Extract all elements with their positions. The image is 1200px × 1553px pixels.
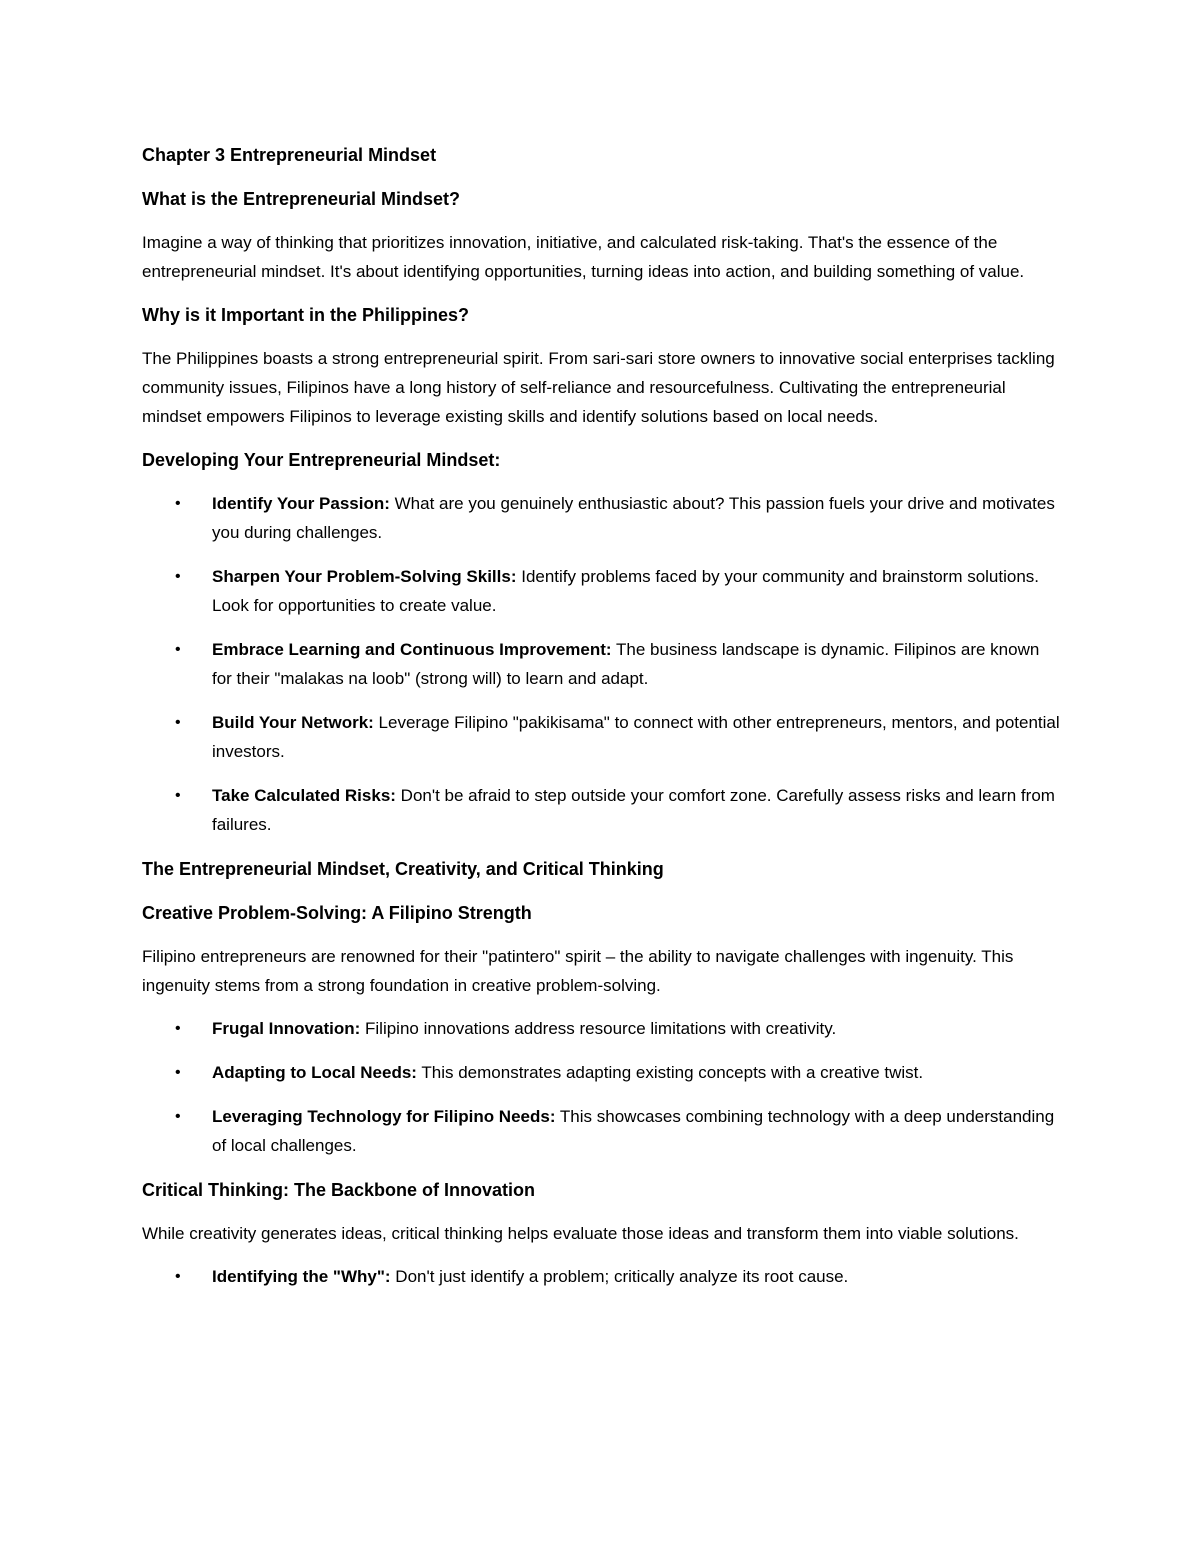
heading-creativity: The Entrepreneurial Mindset, Creativity, and Critical Thinking (142, 859, 664, 879)
list-item-text: Leverage Filipino "pakikisama" to connect with other entrepreneurs, mentors, and potential investors. (212, 713, 1060, 761)
list-item (142, 1014, 1062, 1043)
list-critical (142, 1262, 1062, 1291)
list-item (142, 489, 1062, 547)
list-item-term: Take Calculated Risks: (212, 786, 396, 805)
list-item-term: Adapting to Local Needs: (212, 1063, 417, 1082)
bullet-icon: • (175, 568, 181, 585)
list-item (142, 1102, 1062, 1160)
list-item-text: The business landscape is dynamic. Filipinos are known for their "malakas na loob" (strong will) to learn and adapt. (212, 640, 1040, 688)
bullet-icon: • (175, 787, 181, 804)
heading-developing: Developing Your Entrepreneurial Mindset: (142, 450, 501, 470)
list-item-text: This showcases combining technology with a deep understanding of local challenges. (212, 1107, 1055, 1155)
chapter-title: Chapter 3 Entrepreneurial Mindset (142, 145, 437, 165)
bullet-icon: • (175, 1020, 181, 1037)
list-item-text: This demonstrates adapting existing concepts with a creative twist. (416, 1063, 924, 1082)
list-item (142, 781, 1062, 839)
list-item-text: Filipino innovations address resource limitations with creativity. (360, 1019, 837, 1038)
list-item-term: Build Your Network: (212, 713, 374, 732)
bullet-icon: • (175, 641, 181, 658)
paragraph-why: The Philippines boasts a strong entrepreneurial spirit. From sari-sari store owners to innovative social enterprises tackling community issues, Filipinos have a long history of self-reliance and resourcefulness. Cultivating the entrepreneurial mindset empowers Filipinos to leverage existing skills and identify solutions based on local needs. (142, 349, 1055, 426)
paragraph-critical: While creativity generates ideas, critical thinking helps evaluate those ideas and transform them into viable solutions. (142, 1224, 1019, 1243)
bullet-icon: • (175, 1268, 181, 1285)
heading-creative: Creative Problem-Solving: A Filipino Strength (142, 903, 532, 923)
list-item-text: What are you genuinely enthusiastic about? This passion fuels your drive and motivates you during challenges. (212, 494, 1055, 542)
bullet-icon: • (175, 495, 181, 512)
list-item-term: Frugal Innovation: (212, 1019, 361, 1038)
heading-critical: Critical Thinking: The Backbone of Innovation (142, 1180, 536, 1200)
heading-what: What is the Entrepreneurial Mindset? (142, 189, 461, 209)
list-item (142, 635, 1062, 693)
list-item-term: Identifying the "Why": (212, 1267, 391, 1286)
list-item (142, 1058, 1062, 1087)
list-item-term: Embrace Learning and Continuous Improvement: (212, 640, 612, 659)
list-item-term: Sharpen Your Problem-Solving Skills: (212, 567, 517, 586)
list-item (142, 1262, 1062, 1291)
bullet-icon: • (175, 1064, 181, 1081)
list-item-text: Identify problems faced by your community and brainstorm solutions. Look for opportunities to create value. (212, 567, 1040, 615)
list-developing (142, 489, 1062, 839)
list-item-text: Don't just identify a problem; critically analyze its root cause. (390, 1267, 849, 1286)
list-item (142, 708, 1062, 766)
bullet-icon: • (175, 1108, 181, 1125)
heading-why: Why is it Important in the Philippines? (142, 305, 470, 325)
list-item (142, 562, 1062, 620)
list-item-text: Don't be afraid to step outside your comfort zone. Carefully assess risks and learn from failures. (212, 786, 1055, 834)
paragraph-what: Imagine a way of thinking that prioritizes innovation, initiative, and calculated risk-taking. That's the essence of the entrepreneurial mindset. It's about identifying opportunities, turning ideas into action, and building something of value. (142, 233, 1025, 281)
document-page (142, 140, 1062, 1306)
paragraph-creative: Filipino entrepreneurs are renowned for their "patintero" spirit – the ability to navigate challenges with ingenuity. This ingenuity stems from a strong foundation in creative problem-solving. (142, 947, 1014, 995)
list-item-term: Identify Your Passion: (212, 494, 390, 513)
list-creative (142, 1014, 1062, 1160)
list-item-term: Leveraging Technology for Filipino Needs: (212, 1107, 556, 1126)
bullet-icon: • (175, 714, 181, 731)
